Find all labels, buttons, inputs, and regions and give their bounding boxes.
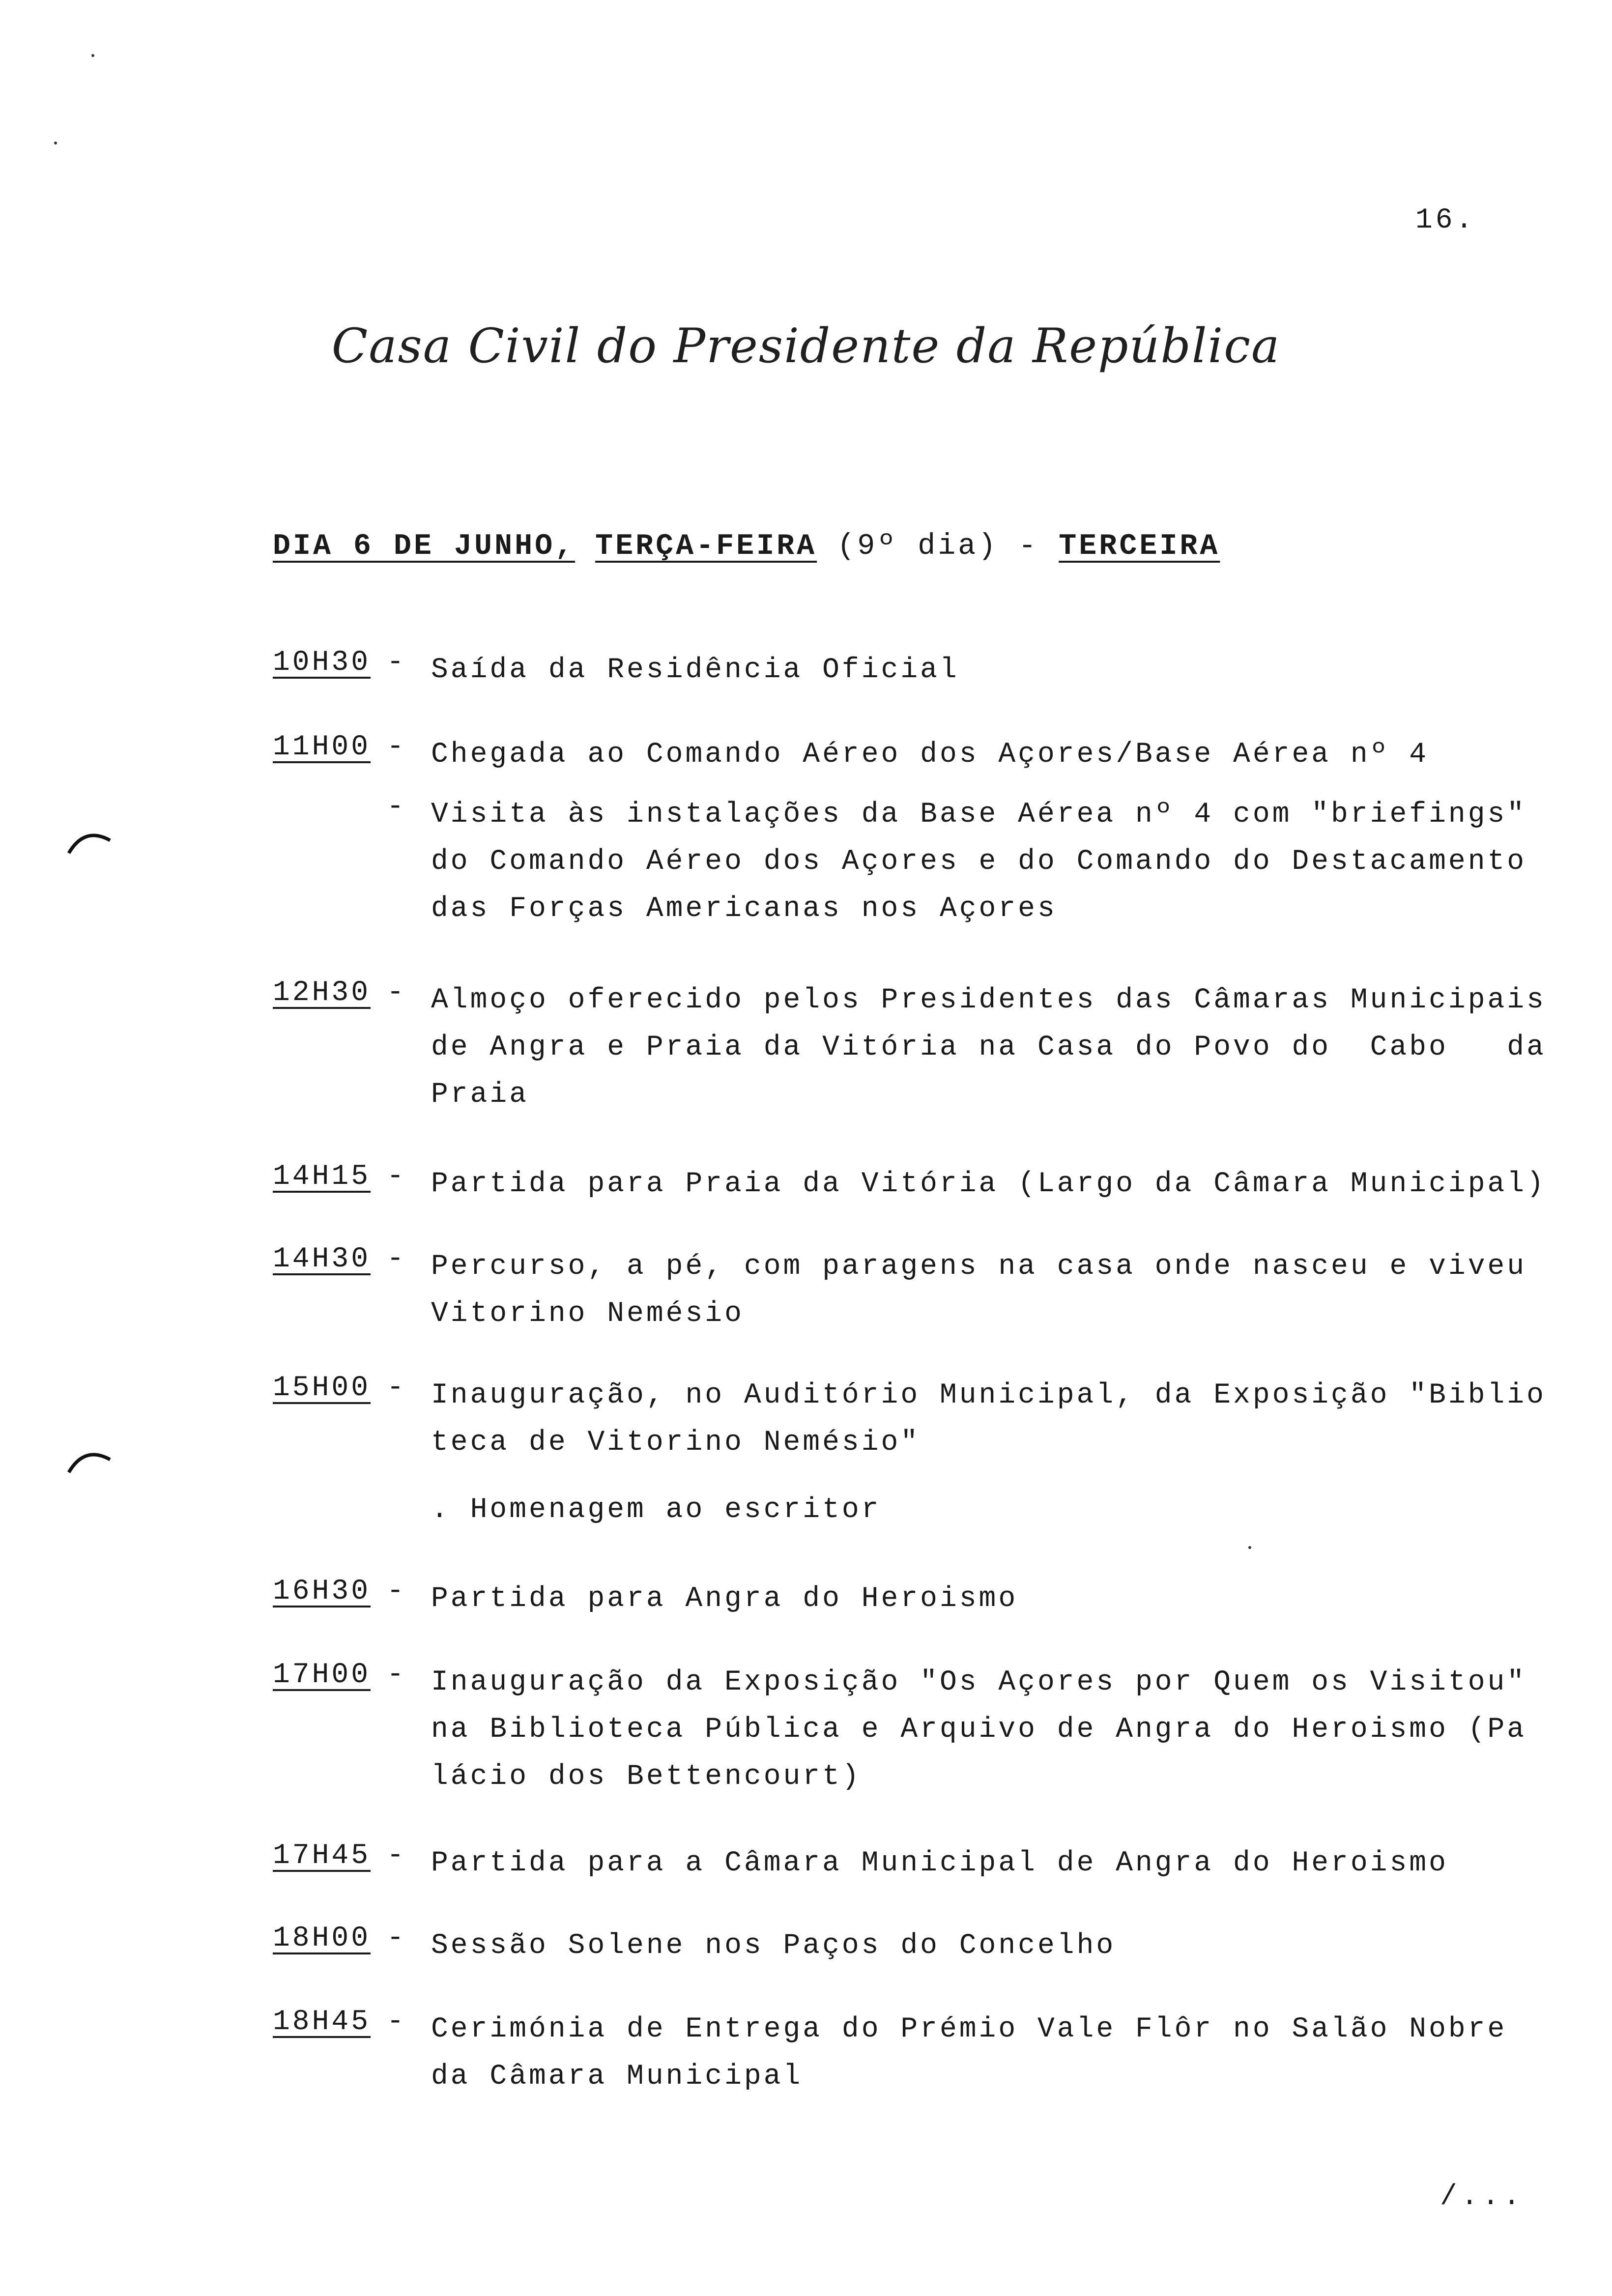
entry-time: 17H45	[273, 1840, 371, 1872]
heading-island: TERCEIRA	[1059, 530, 1220, 563]
entry-text	[431, 1243, 1552, 1338]
entry-dash: -	[387, 1923, 406, 1954]
entry-time: 14H15	[273, 1161, 371, 1193]
entry-time: 18H00	[273, 1923, 371, 1954]
entry-line: Vitorino Nemésio	[431, 1298, 744, 1330]
entry-line: Inauguração da Exposição "Os Açores por Quem os Visitou"	[431, 1666, 1527, 1698]
continuation-mark: /...	[1440, 2181, 1525, 2213]
entry-dash: -	[387, 1576, 406, 1607]
entry-dash: -	[387, 1243, 406, 1275]
entry-line: teca de Vitorino Nemésio"	[431, 1427, 921, 1459]
entry-time: 17H00	[273, 1659, 371, 1691]
entry-dash: -	[387, 977, 406, 1009]
entry-line: Sessão Solene nos Paços do Concelho	[431, 1930, 1116, 1962]
entry-text	[431, 2006, 1552, 2100]
entry-text	[431, 731, 1552, 778]
scan-speck	[1248, 1546, 1251, 1549]
entry-text	[431, 1923, 1552, 1970]
entry-line: Inauguração, no Auditório Municipal, da Exposição "Biblio	[431, 1379, 1546, 1411]
entry-line: Percurso, a pé, com paragens na casa onde nasceu e viveu	[431, 1251, 1527, 1283]
entry-text	[431, 791, 1552, 933]
entry-text	[431, 1372, 1552, 1466]
entry-line: Praia	[431, 1079, 529, 1111]
entry-time: 10H30	[273, 647, 371, 679]
sub-item: . Homenagem ao escritor	[431, 1494, 881, 1526]
day-heading	[273, 530, 1220, 563]
heading-weekday: TERÇA-FEIRA	[595, 530, 817, 563]
scan-speck	[91, 54, 94, 57]
entry-dash: -	[387, 791, 406, 823]
page-number: 16.	[1415, 204, 1476, 236]
heading-day: DIA 6 DE JUNHO,	[273, 530, 576, 563]
entry-dash: -	[387, 647, 406, 679]
entry-text	[431, 1576, 1552, 1623]
entry-line: Cerimónia de Entrega do Prémio Vale Flôr no Salão Nobre	[431, 2013, 1507, 2045]
entry-line: da Câmara Municipal	[431, 2061, 803, 2093]
entry-line: Visita às instalações da Base Aérea nº 4 com "briefings"	[431, 799, 1527, 831]
entry-text	[431, 1840, 1552, 1887]
entry-time: 11H00	[273, 731, 371, 763]
entry-text	[431, 1659, 1552, 1801]
entry-dash: -	[387, 1161, 406, 1193]
entry-text	[431, 1161, 1552, 1208]
entry-time: 15H00	[273, 1372, 371, 1404]
entry-line: Partida para Angra do Heroismo	[431, 1583, 1018, 1615]
scan-speck	[54, 142, 57, 144]
entry-dash: -	[387, 1840, 406, 1872]
entry-line: Chegada ao Comando Aéreo dos Açores/Base Aérea nº 4	[431, 739, 1429, 771]
entry-dash: -	[387, 1659, 406, 1691]
letterhead: Casa Civil do Presidente da República	[331, 318, 1281, 373]
entry-line: Partida para a Câmara Municipal de Angra do Heroismo	[431, 1847, 1448, 1879]
heading-separator: -	[1018, 530, 1039, 563]
entry-line: de Angra e Praia da Vitória na Casa do Povo do Cabo da	[431, 1032, 1546, 1063]
entry-time: 12H30	[273, 977, 371, 1009]
entry-line: lácio dos Bettencourt)	[431, 1761, 862, 1793]
entry-line: Almoço oferecido pelos Presidentes das Câmaras Municipais	[431, 984, 1546, 1016]
entry-dash: -	[387, 1372, 406, 1404]
entry-line: Partida para Praia da Vitória (Largo da Câmara Municipal)	[431, 1168, 1546, 1200]
entry-line: na Biblioteca Pública e Arquivo de Angra do Heroismo (Pa	[431, 1714, 1527, 1746]
entry-time: 18H45	[273, 2006, 371, 2038]
entry-line: das Forças Americanas nos Açores	[431, 893, 1057, 925]
entry-time: 14H30	[273, 1243, 371, 1275]
entry-dash: -	[387, 2006, 406, 2038]
entry-line: do Comando Aéreo dos Açores e do Comando do Destacamento	[431, 846, 1527, 878]
entry-text	[431, 977, 1552, 1119]
heading-day-count: (9º dia)	[837, 530, 999, 563]
entry-dash: -	[387, 731, 406, 763]
punch-hole-mark	[65, 824, 94, 843]
entry-time: 16H30	[273, 1576, 371, 1607]
punch-hole-mark	[65, 1443, 94, 1463]
entry-text	[431, 647, 1552, 694]
entry-line: Saída da Residência Oficial	[431, 654, 959, 686]
